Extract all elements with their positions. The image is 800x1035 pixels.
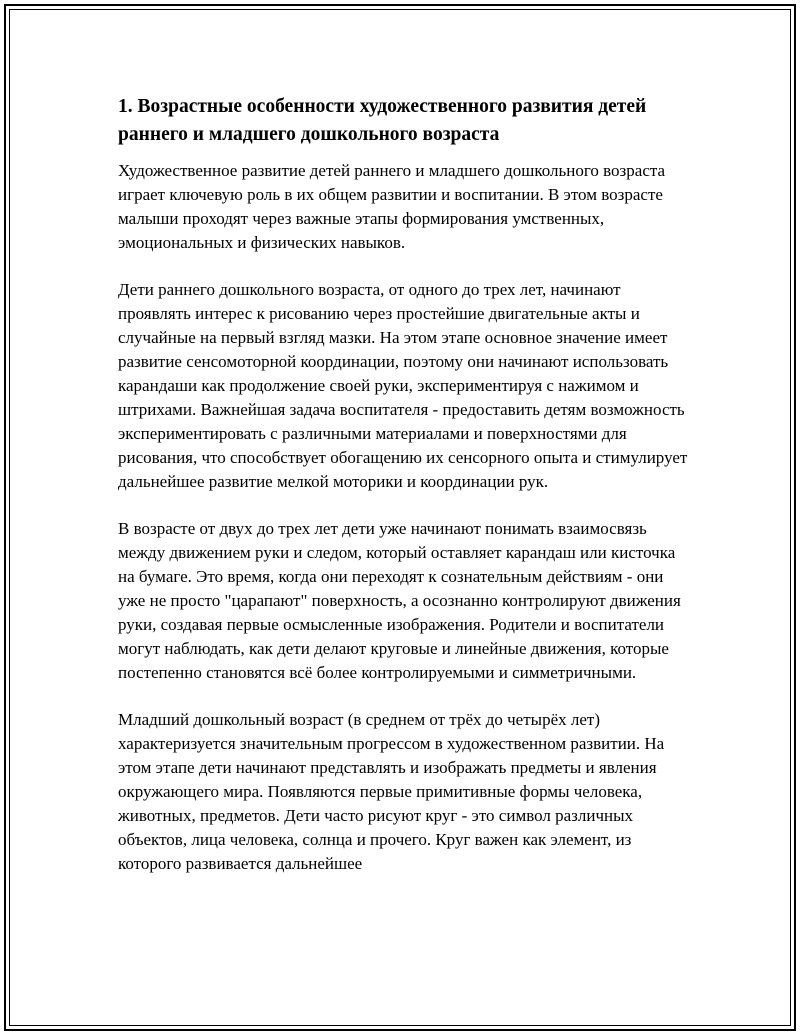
document-body — [118, 93, 694, 899]
paragraph-junior-preschool: Младший дошкольный возраст (в среднем от трёх до четырёх лет) характеризуется значительным прогрессом в художественном развитии. На этом этапе дети начинают представлять и изображать предметы и явления окружающего мира. Появляются первые примитивные формы человека, животных, предметов. Дети часто рисуют круг - это символ различных объектов, лица человека, солнца и прочего. Круг важен как элемент, из которого развивается дальнейшее — [118, 710, 665, 873]
section-heading: 1. Возрастные особенности художественного развития детей раннего и младшего дошкольного возраста — [118, 96, 647, 145]
paragraph-intro: Художественное развитие детей раннего и младшего дошкольного возраста играет ключевую роль в их общем развитии и воспитании. В этом возрасте малыши проходят через важные этапы формирования умственных, эмоциональных и физических навыков. — [118, 161, 666, 252]
paragraph-early-age: Дети раннего дошкольного возраста, от одного до трех лет, начинают проявлять интерес к рисованию через простейшие двигательные акты и случайные на первый взгляд мазки. На этом этапе основное значение имеет развитие сенсомоторной координации, поэтому они начинают использовать карандаши как продолжение своей руки, экспериментируя с нажимом и штрихами. Важнейшая задача воспитателя - предоставить детям возможность экспериментировать с различными материалами и поверхностями для рисования, что способствует обогащению их сенсорного опыта и стимулирует дальнейшее развитие мелкой моторики и координации рук. — [118, 280, 688, 491]
paragraph-two-to-three: В возрасте от двух до трех лет дети уже начинают понимать взаимосвязь между движением руки и следом, который оставляет карандаш или кисточка на бумаге. Это время, когда они переходят к сознательным действиям - они уже не просто "царапают" поверхность, а осознанно контролируют движения руки, создавая первые осмысленные изображения. Родители и воспитатели могут наблюдать, как дети делают круговые и линейные движения, которые постепенно становятся всё более контролируемыми и симметричными. — [118, 519, 681, 682]
